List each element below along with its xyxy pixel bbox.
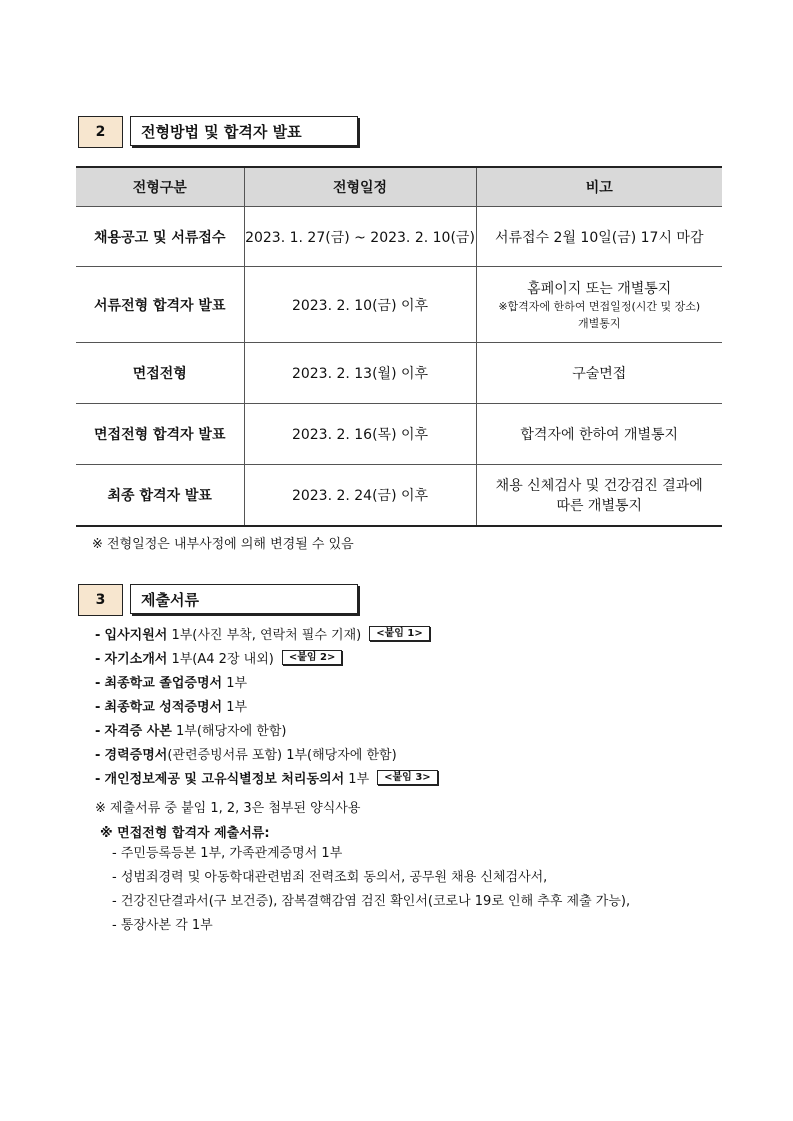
item-dash: -	[95, 676, 101, 691]
item-title: 자기소개서	[104, 652, 168, 667]
row-schedule: 2023. 2. 10(금) 이후	[244, 267, 476, 343]
list-item	[95, 768, 438, 792]
schedule-table	[76, 166, 722, 527]
note-line: 서류접수 2월 10일(금) 17시 마감	[494, 229, 704, 246]
row-category: 면접전형 합격자 발표	[76, 404, 244, 465]
row-schedule: 2023. 2. 24(금) 이후	[244, 465, 476, 526]
schedule-footnote: ※ 전형일정은 내부사정에 의해 변경될 수 있음	[92, 537, 354, 552]
note-small-line: 개별통지	[577, 316, 621, 330]
list-item	[95, 624, 438, 648]
item-dash: -	[95, 700, 101, 715]
list-item	[95, 720, 438, 744]
item-dash: -	[95, 748, 101, 763]
list-item: - 통장사본 각 1부	[112, 918, 213, 933]
section-3-number: 3	[78, 584, 123, 616]
item-detail: 1부(해당자에 한함)	[171, 724, 287, 739]
row-note	[476, 267, 722, 343]
section-2-title: 전형방법 및 합격자 발표	[130, 116, 358, 146]
note-line: 합격자에 한하여 개별통지	[520, 427, 679, 443]
documents-note: ※ 제출서류 중 붙임 1, 2, 3은 첨부된 양식사용	[95, 801, 361, 816]
item-detail: (관련증빙서류 포함) 1부(해당자에 한함)	[167, 748, 397, 763]
table-header-row	[76, 167, 722, 207]
note-line: 따른 개별통지	[556, 497, 643, 514]
list-item: - 주민등록등본 1부, 가족관계증명서 1부	[112, 846, 343, 861]
row-category: 면접전형	[76, 343, 244, 404]
row-category: 최종 합격자 발표	[76, 465, 244, 526]
row-note	[476, 207, 722, 267]
item-dash: -	[95, 628, 101, 643]
attachment-tag: <붙임 1>	[369, 626, 430, 641]
item-detail: 1부	[344, 772, 370, 787]
list-item	[95, 696, 438, 720]
item-title: 입사지원서	[104, 628, 168, 643]
list-item	[95, 744, 438, 768]
row-category: 서류전형 합격자 발표	[76, 267, 244, 343]
item-title: 개인정보제공 및 고유식별정보 처리동의서	[104, 772, 345, 787]
list-item	[95, 648, 438, 672]
item-title: 최종학교 졸업증명서	[104, 676, 223, 691]
section-2-number: 2	[78, 116, 123, 148]
row-schedule: 2023. 2. 13(월) 이후	[244, 343, 476, 404]
row-note	[476, 343, 722, 404]
interview-docs-list	[112, 842, 630, 938]
item-title: 경력증명서	[104, 748, 168, 763]
section-3-title: 제출서류	[130, 584, 358, 614]
table-row	[76, 267, 722, 343]
table-row	[76, 207, 722, 267]
item-dash: -	[95, 652, 101, 667]
list-item	[95, 672, 438, 696]
item-dash: -	[95, 772, 101, 787]
table-row	[76, 465, 722, 526]
item-detail: 1부	[222, 676, 248, 691]
row-schedule: 2023. 2. 16(목) 이후	[244, 404, 476, 465]
row-note	[476, 404, 722, 465]
interview-docs-heading: ※ 면접전형 합격자 제출서류:	[100, 826, 270, 841]
item-detail: 1부(A4 2장 내외)	[167, 652, 274, 667]
documents-list	[95, 624, 438, 792]
item-detail: 1부	[222, 700, 248, 715]
attachment-tag: <붙임 2>	[282, 650, 343, 665]
list-item: - 건강진단결과서(구 보건증), 잠복결핵감염 검진 확인서(코로나 19로 인해 추후 제출 가능),	[112, 894, 631, 909]
table-row	[76, 404, 722, 465]
attachment-tag: <붙임 3>	[377, 770, 438, 785]
row-category: 채용공고 및 서류접수	[76, 207, 244, 267]
note-small-line: ※합격자에 한하여 면접일정(시간 및 장소)	[498, 299, 701, 313]
row-schedule: 2023. 1. 27(금) ~ 2023. 2. 10(금)	[244, 207, 476, 267]
header-schedule: 전형일정	[244, 167, 476, 207]
note-line: 구술면접	[572, 366, 627, 382]
note-line: 홈페이지 또는 개별통지	[527, 280, 672, 297]
item-title: 최종학교 성적증명서	[104, 700, 223, 715]
row-note	[476, 465, 722, 526]
item-dash: -	[95, 724, 101, 739]
item-detail: 1부(사진 부착, 연락처 필수 기재)	[167, 628, 362, 643]
header-category: 전형구분	[76, 167, 244, 207]
item-title: 자격증 사본	[104, 724, 172, 739]
header-note: 비고	[476, 167, 722, 207]
table-row	[76, 343, 722, 404]
note-line: 채용 신체검사 및 건강검진 결과에	[495, 477, 703, 494]
list-item: - 성범죄경력 및 아동학대관련범죄 전력조회 동의서, 공무원 채용 신체검사서,	[112, 870, 548, 885]
